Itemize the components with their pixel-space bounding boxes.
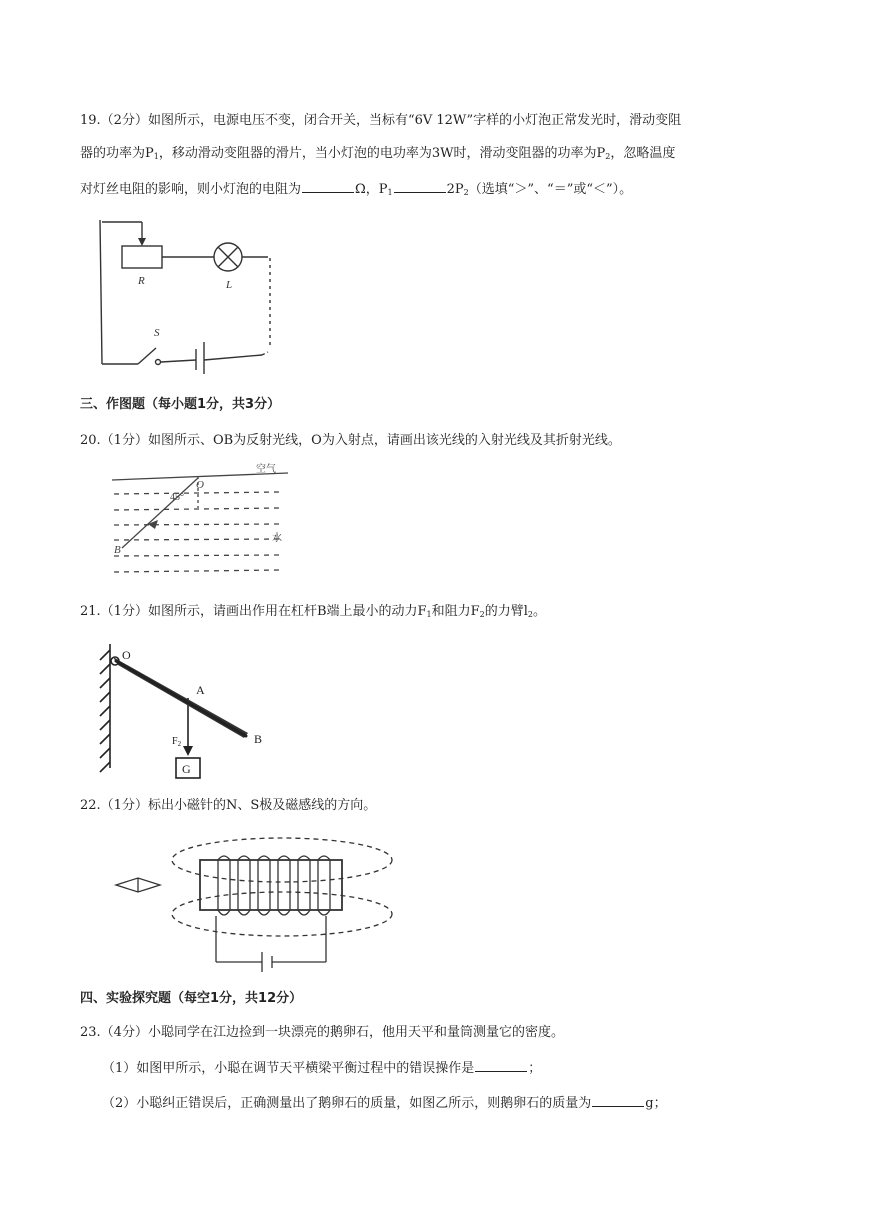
q19-line2 [80,145,675,163]
q19-label-rheostat: R [138,275,145,287]
section4-title: 四、实验探究题（每空1分，共12分） [80,991,303,1006]
q23-sub1-line [102,1058,541,1078]
q20-label-o: O [196,479,204,491]
q19-blank-resistance[interactable] [302,179,354,193]
q19-line3-sub1: 1 [387,188,393,197]
q20-label-angle: 45° [170,492,184,503]
q21-sub1: 1 [426,610,432,619]
q21-label-g: G [182,762,191,776]
q21-text [80,603,546,621]
q19-line3-sub2: 2 [463,188,469,197]
q21-sub3: 2 [527,610,534,619]
q19-line2-sub1: 1 [153,152,159,161]
q23-sub2: （2）小聪纠正错误后，正确测量出了鹅卵石的质量，如图乙所示，则鹅卵石的质量为 [102,1096,592,1111]
q23-blank-mass[interactable] [592,1093,644,1107]
q21-label-f [172,736,182,748]
q19-circuit-figure [90,212,290,372]
q20-text: 20.（1分）如图所示、OB为反射光线，O为入射点，请画出该光线的入射光线及其折射光线。 [80,433,621,448]
q19-line3-c: 2P [446,182,464,197]
q19-line3-b: Ω，P [355,182,388,197]
q19-line3-d: （选填“＞”、“＝”或“＜”）。 [468,182,633,197]
q19-label-lamp: L [226,279,233,291]
q22-text: 22.（1分）标出小磁针的N、S极及磁感线的方向。 [80,798,377,813]
q21-sub2: 2 [479,610,485,619]
q23-text: 23.（4分）小聪同学在江边捡到一块漂亮的鹅卵石，他用天平和量筒测量它的密度。 [80,1025,564,1040]
q23-sub1: （1）如图甲所示，小聪在调节天平横梁平衡过程中的错误操作是 [102,1061,475,1076]
q21-label-b: B [254,732,263,746]
q19-line1: 19.（2分）如图所示，电源电压不变，闭合开关，当标有“6V 12W”字样的小灯泡正常发光时，滑动变阻 [80,113,682,128]
q23-sub2-line [102,1093,667,1113]
section3-title: 三、作图题（每小题1分，共3分） [80,397,281,412]
q21-label-f-sub: 2 [177,740,182,748]
q19-line2-a: 器的功率为P [80,146,154,161]
q21-text-b: 和阻力F [431,604,480,619]
q19-label-switch: S [154,327,160,339]
q23-sub2-end: g； [645,1096,667,1111]
q21-label-a: A [196,683,205,697]
q23-blank-error-op[interactable] [475,1058,527,1072]
q23-sub1-end: ； [528,1061,542,1076]
q19-blank-compare[interactable] [394,179,446,193]
q20-label-water: 水 [272,533,282,544]
q19-line2-b: ，移动滑动变阻器的滑片，当小灯泡的电功率为3W时，滑动变阻器的功率为P [158,146,606,161]
q21-label-o: O [122,648,131,662]
q20-refraction-figure [100,462,300,582]
q19-line3 [80,179,632,199]
q21-text-d: 。 [533,604,547,619]
q21-label-f-main: F [172,736,178,747]
q21-text-c: 的力臂l [484,604,528,619]
q21-text-a: 21.（1分）如图所示，请画出作用在杠杆B端上最小的动力F [80,604,427,619]
q20-label-air: 空气 [256,464,276,475]
q22-solenoid-figure [110,834,400,976]
q19-line2-c: ，忽略温度 [610,146,676,161]
q19-line3-a: 对灯丝电阻的影响，则小灯泡的电阻为 [80,182,302,197]
q20-label-b: B [114,544,121,556]
q21-lever-figure [96,640,306,785]
q19-line2-sub2: 2 [605,152,611,161]
